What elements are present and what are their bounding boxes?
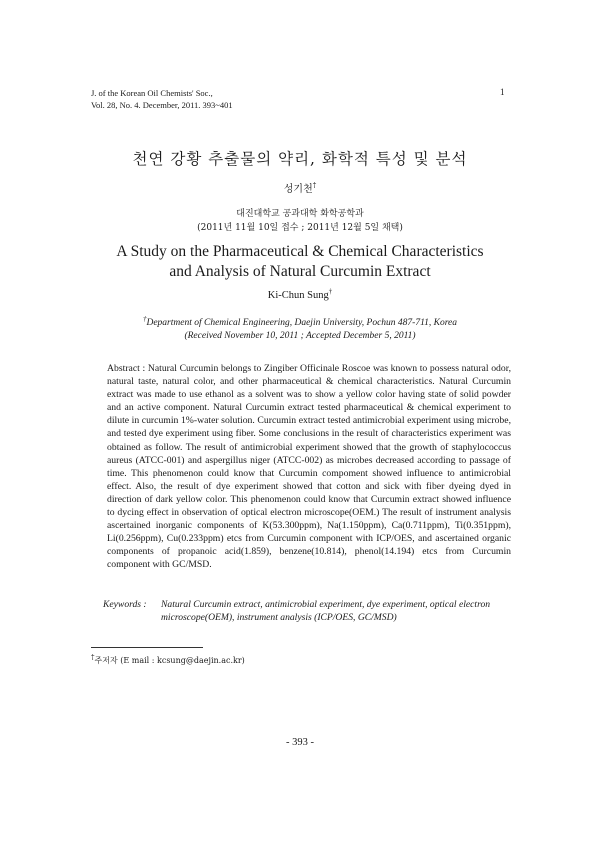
- dagger-mark: †: [91, 653, 95, 662]
- english-title-line2: and Analysis of Natural Curcumin Extract: [169, 263, 431, 280]
- journal-citation: [91, 87, 233, 111]
- korean-received-date: (2011년 11월 10일 접수 ; 2011년 12월 5일 채택): [197, 223, 403, 233]
- abstract-text: : Natural Curcumin belongs to Zingiber Officinale Roscoe was known to possess natural odor, natural taste, natural color, and other pharmaceutical & chemical characteristics. Natural Curcumin extract was made to use ethanol as a solvent was to show a yellow color having state of solid powder and an active component. Natural Curcumin extract tested pharmaceutical & chemical experiment to dilute in curcumin 1%-water solution. Curcumin extract tested antimicrobial experiment using microbe, and tested dye experiment using fiber. Some conclusions in the result of characteristics experiment was obtained as follow. The result of antimicrobial experiment showed that the growth of staphylococcus aureus (ATCC-001) and aspergillus niger (ATCC-002) as microbes decreased according to passage of time. This phenomenon could know that Curcumin compoment showed influence to antimicrobial effect. Also, the result of dye experiment showed that cotton and sick with fiber dyeing dyed in direction of dark yellow color. This phenomenon could know that Curcumin extract showed influence to dycing effect in observation of optical electron microscope(OEM.) The result of instrument analysis ascertained inorganic components of K(53.300ppm), Na(1.150ppm), Ca(0.711ppm), Ti(0.351ppm), Li(0.256ppm), Cu(0.233ppm) etcs from Curcumin component with ICP/OES, and ascertained organic components of propanoic acid(1.859), benzene(10.814), phenol(14.194) etcs from Curcumin component with GC/MSD.: [107, 363, 511, 571]
- korean-title: 천연 강황 추출물의 약리, 화학적 특성 및 분석: [132, 150, 468, 168]
- korean-affiliation: 대진대학교 공과대학 화학공학과: [236, 209, 364, 219]
- page-number-top: 1: [500, 87, 505, 97]
- english-affiliation-block: [0, 314, 600, 343]
- footnote-divider: [91, 647, 203, 648]
- english-received-date: (Received November 10, 2011 ; Accepted December 5, 2011): [184, 331, 416, 341]
- english-author: [0, 287, 600, 301]
- korean-author-name: 성기천: [283, 184, 313, 195]
- english-title: [0, 242, 600, 282]
- keywords-label: Keywords :: [103, 599, 147, 610]
- keywords-text: Natural Curcumin extract, antimicrobial experiment, dye experiment, optical electron microscope(OEM), instrument analysis (ICP/OES, GC/MSD): [161, 599, 491, 623]
- english-title-line1: A Study on the Pharmaceutical & Chemical Characteristics: [116, 243, 484, 260]
- abstract-label: Abstract: [107, 363, 140, 374]
- english-affiliation: [0, 314, 600, 330]
- korean-author: [0, 180, 600, 195]
- journal-volume: Vol. 28, No. 4. December, 2011. 393~401: [91, 100, 233, 110]
- dagger-mark: †: [312, 181, 317, 190]
- footnote-text: 주저자 (E mail : kcsung@daejin.ac.kr): [94, 656, 245, 665]
- abstract-paragraph: [91, 362, 511, 572]
- english-affiliation-text: Department of Chemical Engineering, Daejin University, Pochun 487-711, Korea: [146, 318, 458, 328]
- journal-name: J. of the Korean Oil Chemists' Soc.,: [91, 88, 213, 98]
- abstract: [91, 362, 511, 572]
- page-number-bottom: - 393 -: [286, 737, 314, 748]
- english-author-name: Ki-Chun Sung: [267, 290, 329, 301]
- dagger-mark: †: [142, 314, 147, 323]
- dagger-mark: †: [328, 287, 333, 296]
- footnote: [91, 655, 245, 666]
